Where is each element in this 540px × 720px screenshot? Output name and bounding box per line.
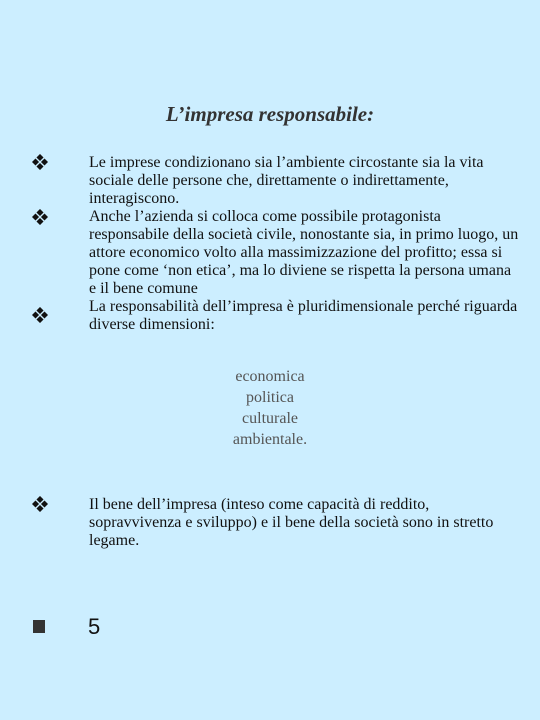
dimension-item: politica: [246, 389, 294, 406]
main-text-block: [89, 154, 521, 334]
dimensions-list: [0, 366, 540, 450]
dimension-item: ambientale.: [232, 431, 308, 448]
slide-title: L’impresa responsabile:: [165, 102, 375, 126]
diamond-bullet-icon: [32, 307, 48, 323]
diamond-bullet-icon: [32, 209, 48, 225]
square-bullet-icon: [33, 620, 45, 633]
dimension-item: culturale: [242, 410, 298, 427]
closing-paragraph: Il bene dell’impresa (inteso come capacità di reddito, sopravvivenza e sviluppo) e il bene della società sono in stretto legame.: [89, 496, 494, 549]
paragraph-1: Le imprese condizionano sia l’ambiente circostante sia la vita sociale delle persone che, direttamente o indirettamente, interagiscono.: [89, 154, 484, 207]
paragraph-2: Anche l’azienda si colloca come possibile protagonista responsabile della società civile, nonostante sia, in primo luogo, un attore economico volto alla massimizzazione del profitto; essa si pone come ‘non etica’, ma lo diviene se rispetta la persona umana e il bene comune: [89, 208, 519, 297]
closing-text-block: [89, 496, 521, 550]
page-number: 5: [88, 614, 101, 639]
paragraph-3: La responsabilità dell’impresa è pluridimensionale perché riguarda diverse dimensioni:: [89, 298, 518, 333]
dimension-item: economica: [235, 368, 305, 385]
diamond-bullet-icon: [32, 154, 48, 170]
diamond-bullet-icon: [32, 496, 48, 512]
